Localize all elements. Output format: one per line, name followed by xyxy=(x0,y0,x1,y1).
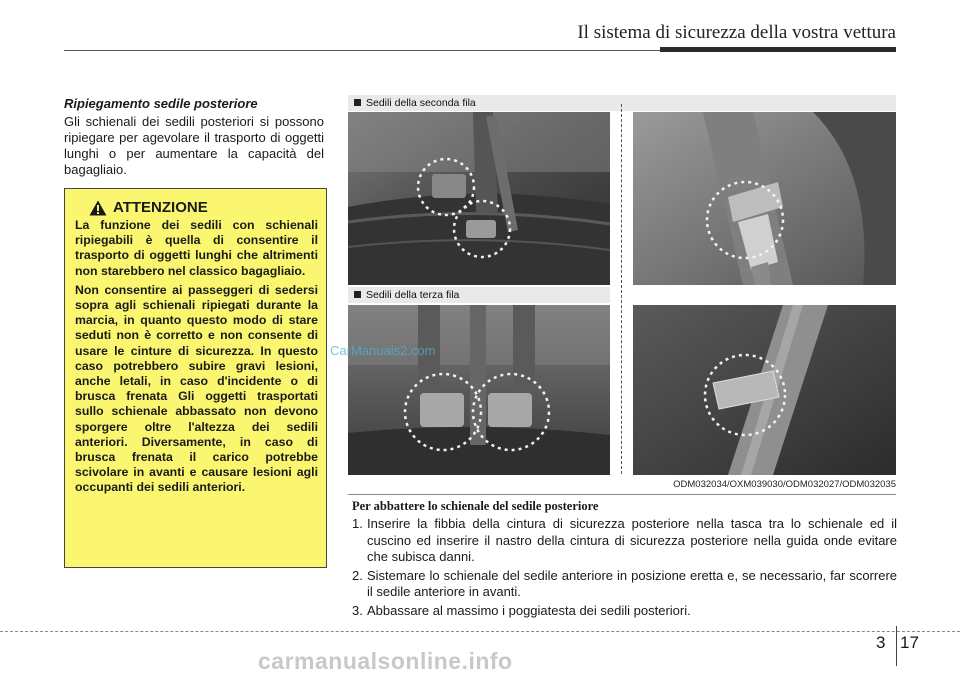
photo-second-row-seat xyxy=(348,112,610,285)
square-bullet-icon xyxy=(354,291,361,298)
figure-label-third-row xyxy=(348,287,610,303)
section-title: Ripiegamento sedile posteriore xyxy=(64,96,258,111)
step-text: Sistemare lo schienale del sedile anteriore in posizione eretta e, se necessario, far scorrere il sedile anteriore in avanti. xyxy=(367,567,897,599)
running-header-title: Il sistema di sicurezza della vostra vettura xyxy=(577,22,896,43)
procedure-title: Per abbattere lo schienale del sedile posteriore xyxy=(352,499,599,513)
list-item xyxy=(352,603,897,620)
figure-caption-code: ODM032034/OXM039030/ODM032027/ODM032035 xyxy=(673,479,896,490)
warning-paragraph: La funzione dei sedili con schienali ripiegabili è quella di consentire il trasporto di oggetti lunghi che altrimenti non starebbero nel classico bagagliaio. xyxy=(75,218,318,278)
photo-buckle-closeup xyxy=(633,112,896,285)
step-number: 1. xyxy=(352,516,363,531)
chapter-number: 3 xyxy=(876,633,886,652)
square-bullet-icon xyxy=(354,99,361,106)
figure-label-text: Sedili della terza fila xyxy=(366,289,460,301)
figure-divider xyxy=(621,104,622,474)
photo-third-row-seat xyxy=(348,305,610,475)
list-item xyxy=(352,516,897,566)
intro-paragraph: Gli schienali dei sedili posteriori si possono ripiegare per agevolare il trasporto di oggetti lunghi o per aumentare la capacità del bagagliaio. xyxy=(64,114,324,177)
warning-header xyxy=(89,199,318,216)
watermark-carmanuals2: CarManuals2.com xyxy=(330,343,436,358)
step-text: Inserire la fibbia della cintura di sicurezza posteriore nella tasca tra lo schienale ed il cuscino ed inserire il nastro della cintura di sicurezza posteriore nella guida onde evitare che subisca danni. xyxy=(367,516,897,564)
step-number: 2. xyxy=(352,567,363,583)
page-number-divider xyxy=(896,626,897,666)
warning-title: ATTENZIONE xyxy=(113,199,208,216)
figure-label-second-row xyxy=(348,95,896,111)
footer-rule xyxy=(0,631,960,632)
header-rule-thick xyxy=(660,47,896,52)
step-number: 3. xyxy=(352,602,363,618)
step-text: Abbassare al massimo i poggiatesta dei sedili posteriori. xyxy=(367,602,691,618)
procedure-steps xyxy=(352,516,897,621)
warning-triangle-icon xyxy=(89,200,107,216)
page-number: 17 xyxy=(900,633,919,652)
warning-paragraph: Non consentire ai passeggeri di sedersi sopra agli schienali ripiegati durante la marcia, in quanto questo modo di stare seduti non è corretto e non consente di usare le cinture di sicurezza. In questo caso potrebbero subire gravi lesioni, anche letali, in caso d'incidente o di brusca frenata Gli oggetti trasportati sullo schienale abbassato non devono sporgere oltre l'altezza dei sedili anteriori. Diversamente, in caso di brusca frenata il carico potrebbe scivolare in avanti e causare lesioni agli occupanti dei sedili anteriori. xyxy=(75,282,318,495)
figure-label-text: Sedili della seconda fila xyxy=(366,97,476,109)
photo-belt-guide xyxy=(633,305,896,475)
watermark-carmanualsonline: carmanualsonline.info xyxy=(258,648,513,674)
warning-box xyxy=(64,188,327,568)
header-rule xyxy=(64,50,664,51)
list-item xyxy=(352,568,897,601)
caption-rule xyxy=(348,494,896,495)
